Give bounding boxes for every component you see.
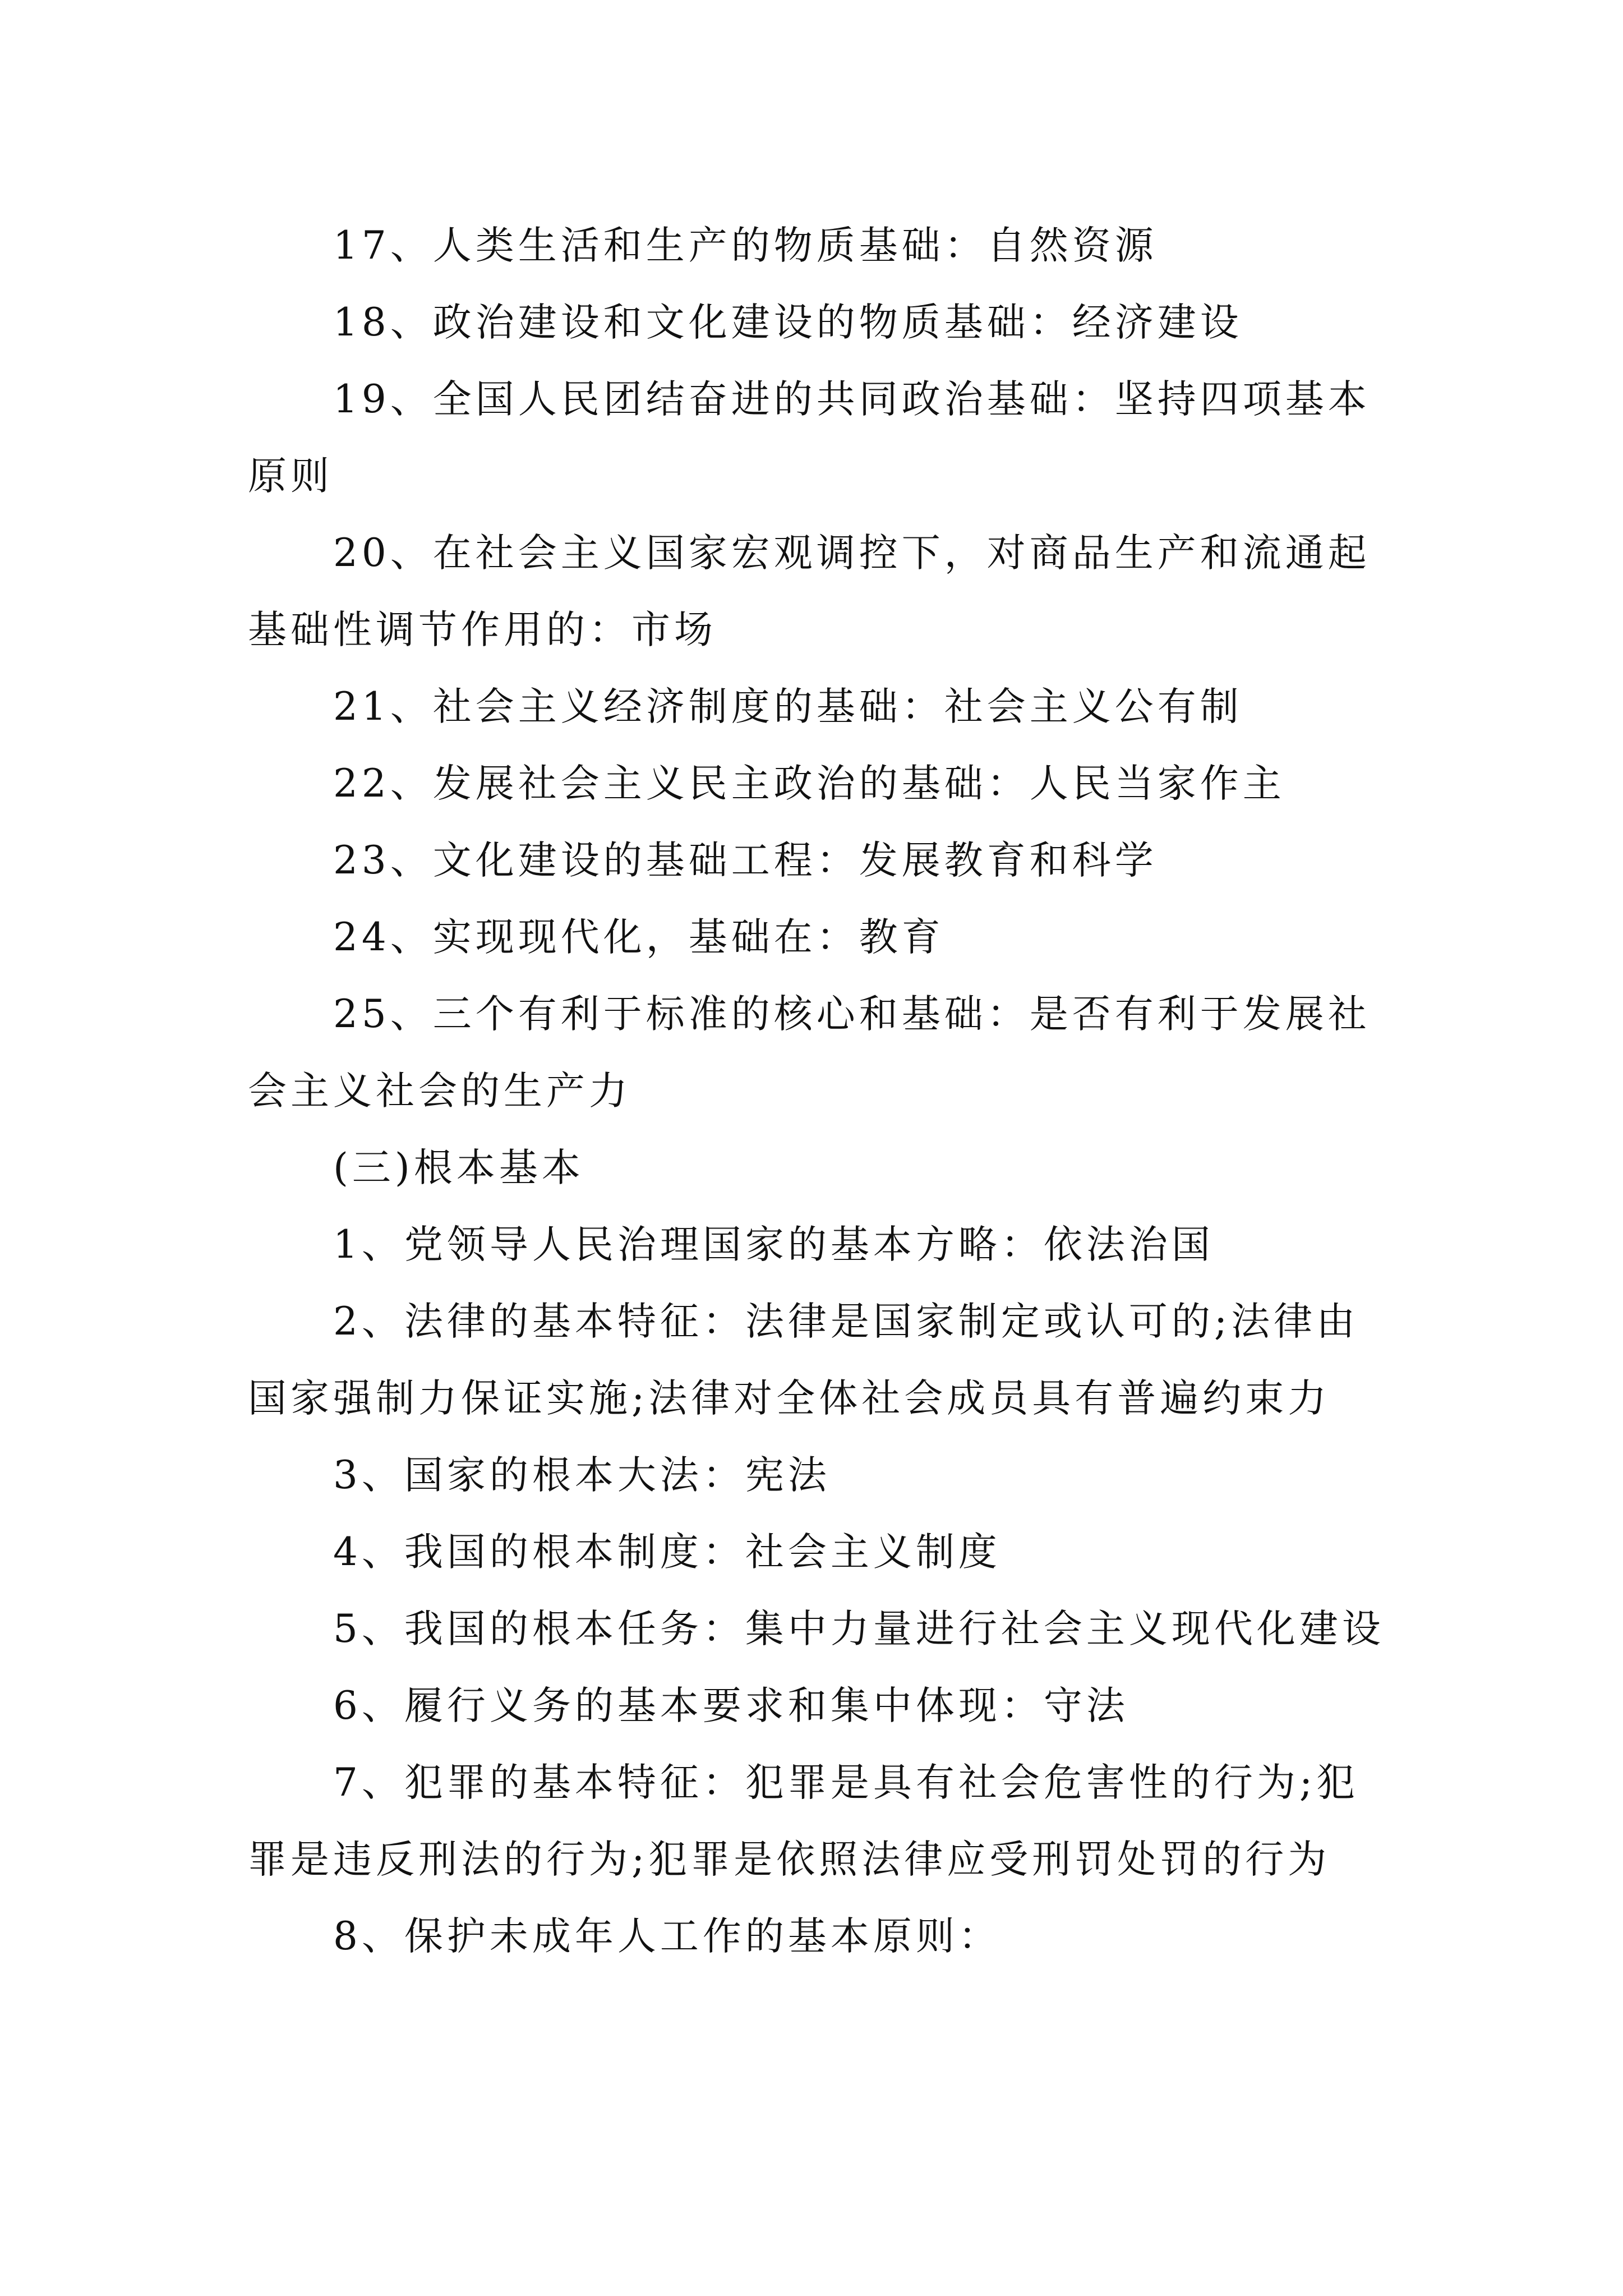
paragraph-4: 4、我国的根本制度：社会主义制度	[333, 1530, 1001, 1575]
paragraph-6: 6、履行义务的基本要求和集中体现：守法	[333, 1683, 1129, 1728]
paragraph-7: 7、犯罪的基本特征：犯罪是具有社会危害性的行为;犯罪是违反刑法的行为;犯罪是依照法律应受刑罚处罚的行为	[248, 1760, 1359, 1882]
paragraph-18: 18、政治建设和文化建设的物质基础：经济建设	[333, 300, 1243, 345]
section-heading: (三)根本基本	[333, 1145, 584, 1190]
paragraph-25: 25、三个有利于标准的核心和基础：是否有利于发展社会主义社会的生产力	[248, 992, 1371, 1114]
paragraph-22: 22、发展社会主义民主政治的基础：人民当家作主	[333, 761, 1285, 806]
paragraph-17: 17、人类生活和生产的物质基础：自然资源	[333, 223, 1158, 268]
document-body	[248, 208, 1398, 1975]
paragraph-3: 3、国家的根本大法：宪法	[333, 1453, 831, 1498]
paragraph-19: 19、全国人民团结奋进的共同政治基础：坚持四项基本原则	[248, 377, 1371, 499]
paragraph-24: 24、实现现代化，基础在：教育	[333, 915, 944, 960]
paragraph-2: 2、法律的基本特征：法律是国家制定或认可的;法律由国家强制力保证实施;法律对全体社会成员具有普遍约束力	[248, 1299, 1359, 1421]
paragraph-20: 20、在社会主义国家宏观调控下，对商品生产和流通起基础性调节作用的：市场	[248, 531, 1371, 652]
paragraph-8: 8、保护未成年人工作的基本原则：	[333, 1914, 1001, 1959]
paragraph-5: 5、我国的根本任务：集中力量进行社会主义现代化建设	[333, 1607, 1385, 1651]
paragraph-23: 23、文化建设的基础工程：发展教育和科学	[333, 838, 1158, 883]
paragraph-1: 1、党领导人民治理国家的基本方略：依法治国	[333, 1222, 1214, 1267]
paragraph-21: 21、社会主义经济制度的基础：社会主义公有制	[333, 684, 1243, 729]
